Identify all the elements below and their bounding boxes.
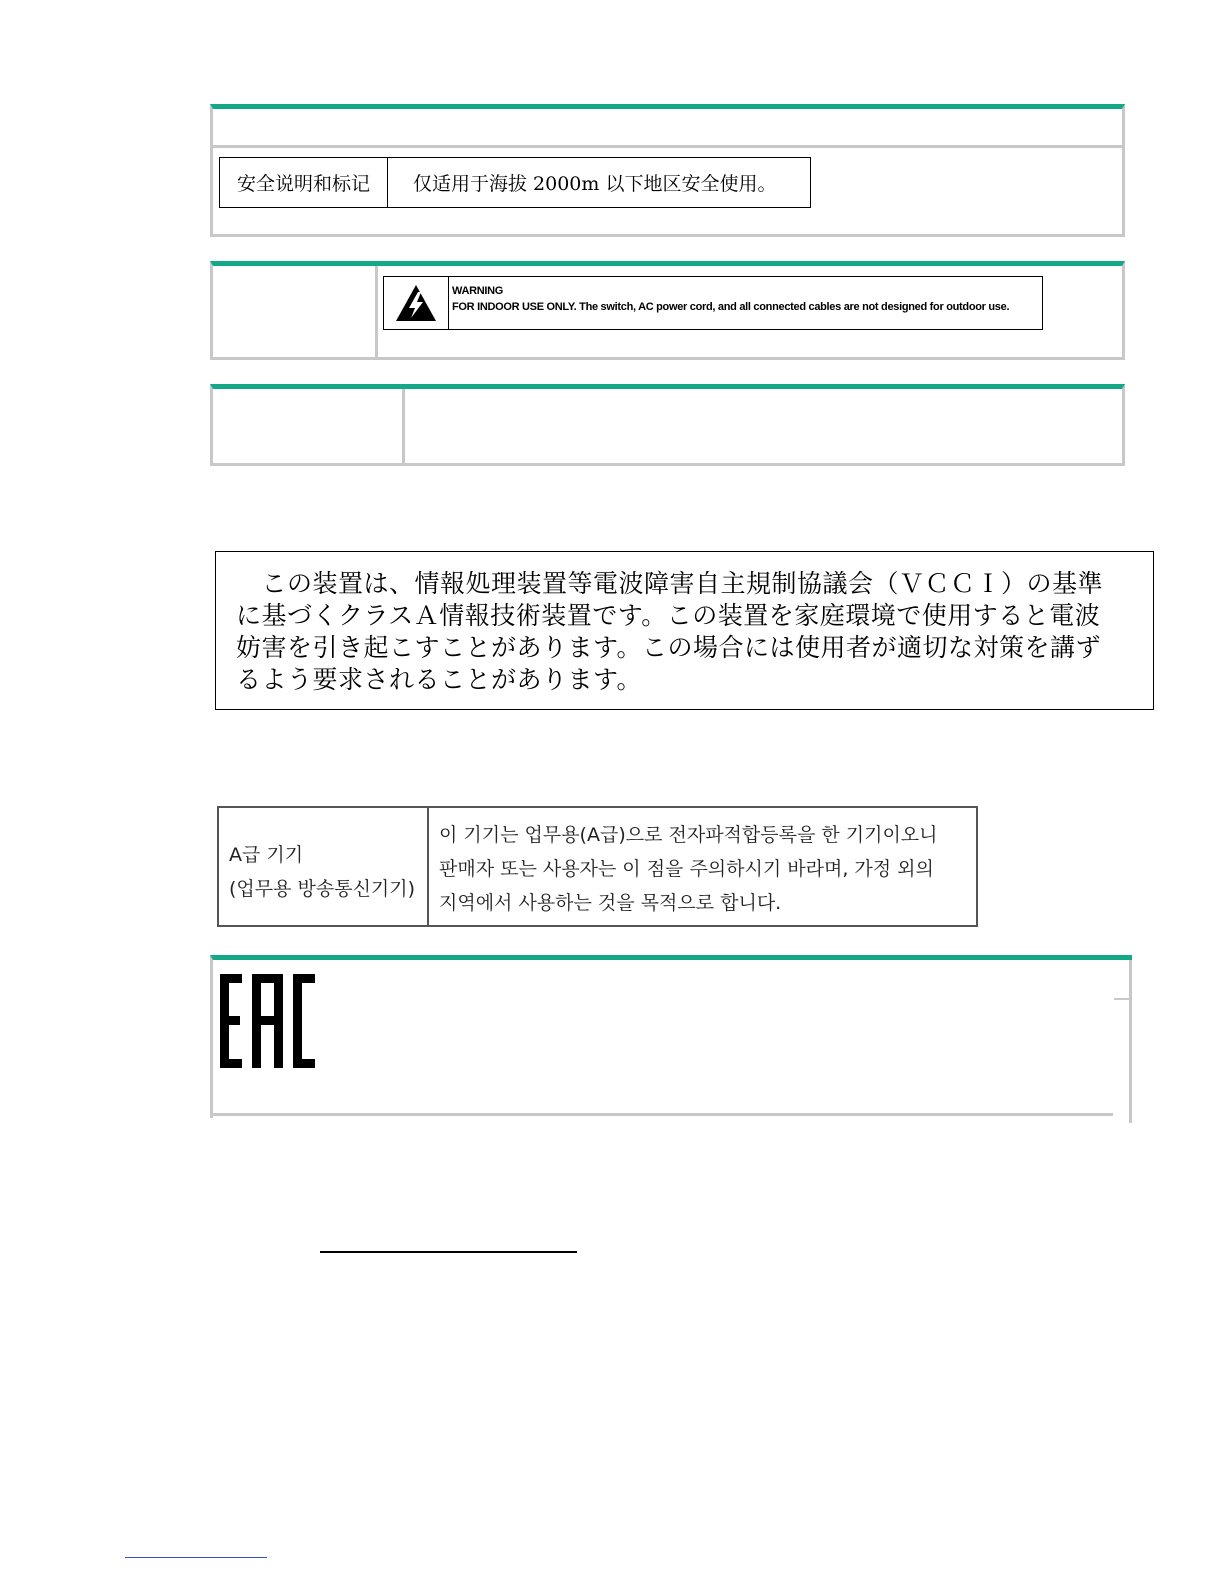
- korean-label-cell: [219, 808, 429, 925]
- eac-section: [210, 955, 1132, 1118]
- section-border: [1114, 998, 1132, 1000]
- korean-label-line: A급 기기: [229, 844, 304, 866]
- warning-text-block: [449, 277, 1042, 329]
- warning-section: [210, 261, 1125, 360]
- korean-text-cell: [429, 808, 976, 925]
- cn-safety-section: [210, 104, 1125, 237]
- cn-safety-table: [219, 157, 811, 208]
- section-divider: [375, 266, 378, 357]
- vcci-statement: [215, 551, 1154, 710]
- korean-class-a-table: [217, 806, 978, 927]
- section-divider: [402, 389, 405, 463]
- footer-link-underline: [125, 1557, 267, 1558]
- korean-label-line: (업무용 방송통신기기): [229, 878, 416, 900]
- vcci-line: に基づくクラスＡ情報技術装置です。この装置を家庭環境で使用すると電波: [236, 601, 1101, 630]
- korean-text-line: 지역에서 사용하는 것을 목적으로 합니다.: [439, 892, 782, 914]
- eac-logo: [218, 970, 318, 1070]
- empty-section: [210, 384, 1125, 466]
- vcci-line: るよう要求されることがあります。: [236, 665, 643, 694]
- korean-text-line: 판매자 또는 사용자는 이 점을 주의하시기 바라며, 가정 외의: [439, 858, 934, 880]
- section-border: [213, 1113, 1113, 1116]
- vcci-line: 妨害を引き起こすことがあります。この場合には使用者が適切な対策を講ず: [236, 633, 1102, 662]
- korean-text-line: 이 기기는 업무용(A급)으로 전자파적합등록을 한 기기이오니: [439, 824, 938, 846]
- vcci-line: この装置は、情報処理装置等電波障害自主規制協議会（ＶＣＣＩ）の基準: [236, 569, 1104, 598]
- section-border: [1129, 960, 1132, 1123]
- underline-rule: [320, 1251, 577, 1253]
- warning-label: [383, 276, 1043, 330]
- cn-safety-text: 仅适用于海拔 2000m 以下地区安全使用。: [413, 173, 777, 195]
- warning-title: WARNING: [452, 285, 504, 297]
- section-divider: [213, 145, 1122, 148]
- cn-safety-label: 安全说明和标记: [220, 158, 388, 207]
- warning-text: FOR INDOOR USE ONLY. The switch, AC power cord, and all connected cables are not designed for outdoor use.: [452, 301, 1010, 313]
- high-voltage-warning-icon: [384, 277, 449, 329]
